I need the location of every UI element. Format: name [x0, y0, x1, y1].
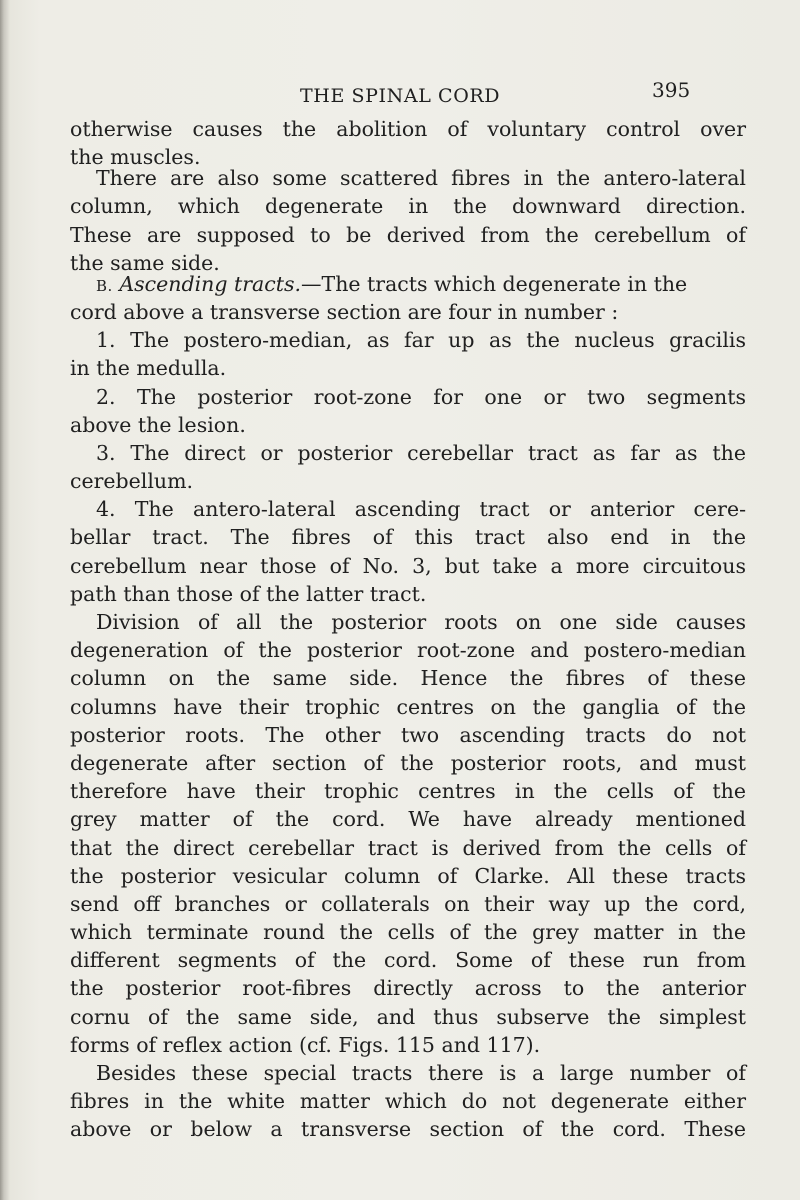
- text-line: that the direct cerebellar tract is derived from the cells of: [70, 835, 746, 860]
- text-line: otherwise causes the abolition of voluntary control over: [70, 117, 746, 141]
- text-line: path than those of the latter tract.: [70, 581, 427, 606]
- text-line: forms of reflex action (cf. Figs. 115 and 117).: [70, 1032, 541, 1057]
- section-label: B.: [96, 276, 113, 295]
- running-title: THE SPINAL CORD: [300, 85, 501, 107]
- text-line: cornu of the same side, and thus subserve the simplest: [70, 1004, 746, 1029]
- text-line: column, which degenerate in the downward direction.: [70, 194, 746, 219]
- text-line: grey matter of the cord. We have already mentioned: [70, 807, 746, 832]
- text-line: Besides these special tracts there is a large number of: [96, 1061, 746, 1085]
- text-line: There are also some scattered fibres in the antero-lateral: [96, 166, 746, 191]
- text-line: 1. The postero-median, as far up as the nucleus gracilis: [96, 328, 746, 353]
- body-text: [70, 115, 746, 1144]
- text-line: columns have their trophic centres on the ganglia of the: [70, 694, 746, 719]
- text-line: send off branches or collaterals on their way up the cord,: [70, 891, 746, 916]
- text-line: fibres in the white matter which do not degenerate either: [70, 1089, 746, 1114]
- text-line: cord above a transverse section are four in number :: [70, 299, 619, 324]
- section-heading-text: —The tracts which degenerate in the: [301, 271, 688, 296]
- text-line: which terminate round the cells of the grey matter in the: [70, 920, 746, 945]
- text-line: degeneration of the posterior root-zone and postero-median: [70, 638, 746, 663]
- text-line: degenerate after section of the posterior roots, and must: [70, 750, 746, 775]
- text-line: in the medulla.: [70, 356, 227, 381]
- text-line: These are supposed to be derived from the cerebellum of: [70, 222, 746, 247]
- section-heading: Ascending tracts.: [119, 271, 302, 296]
- binding-shadow: [0, 0, 10, 1200]
- text-line: therefore have their trophic centres in the cells of the: [70, 779, 746, 804]
- text-line: 4. The antero-lateral ascending tract or anterior cere-: [96, 497, 746, 522]
- text-line: the posterior vesicular column of Clarke. All these tracts: [70, 863, 746, 888]
- text-line: Division of all the posterior roots on one side causes: [96, 610, 746, 634]
- text-line: bellar tract. The fibres of this tract also end in the: [70, 525, 746, 550]
- section-heading-line: [70, 270, 746, 298]
- text-line: different segments of the cord. Some of these run from: [70, 948, 746, 973]
- text-line: column on the same side. Hence the fibres of these: [70, 666, 746, 691]
- page-number: 395: [652, 78, 691, 102]
- text-line: posterior roots. The other two ascending tracts do not: [70, 722, 746, 747]
- text-line: the same side.: [70, 250, 220, 275]
- text-line: 3. The direct or posterior cerebellar tract as far as the: [96, 440, 746, 465]
- text-line: cerebellum near those of No. 3, but take a more circuitous: [70, 553, 746, 578]
- text-line: 2. The posterior root-zone for one or two segments: [96, 384, 746, 409]
- text-line: above or below a transverse section of the cord. These: [70, 1117, 746, 1142]
- text-line: the muscles.: [70, 145, 201, 170]
- text-line: above the lesion.: [70, 412, 246, 437]
- text-line: the posterior root-fibres directly across to the anterior: [70, 976, 746, 1001]
- text-line: cerebellum.: [70, 469, 194, 494]
